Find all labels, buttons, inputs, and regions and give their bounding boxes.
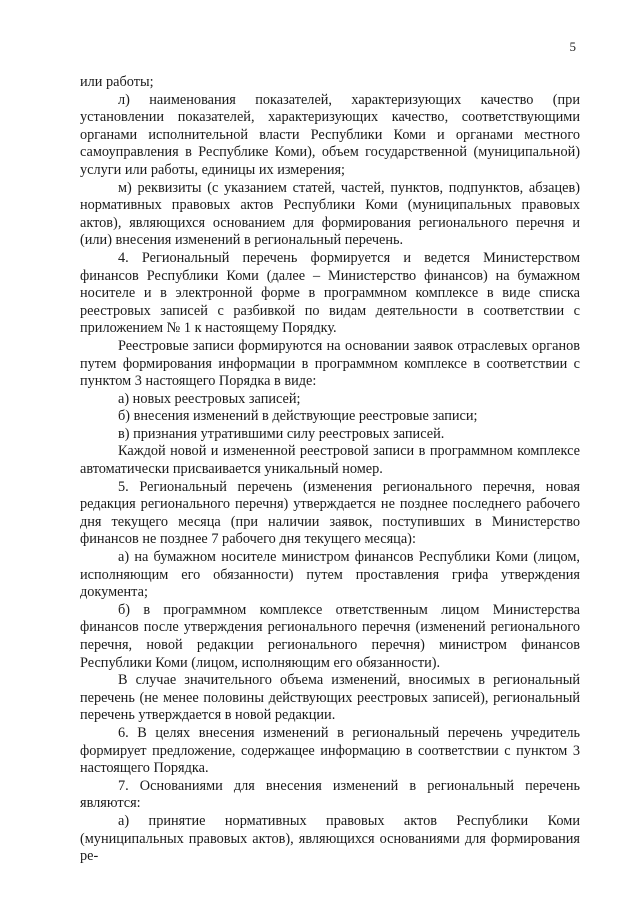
paragraph: В случае значительного объема изменений, вносимых в региональный перечень (не менее половины действующих реестровых записей), региональный перечень утверждается в новой редакции.: [80, 672, 580, 724]
paragraph: б) в программном комплексе ответственным лицом Министерства финансов после утверждения регионального перечня (изменений регионального перечня, новой редакции регионального перечня) министром финансов Республики Коми (лицом, исполняющим его обязанности).: [80, 601, 580, 671]
paragraph: м) реквизиты (с указанием статей, частей, пунктов, подпунктов, абзацев) нормативных правовых актов Республики Коми (муниципальных правовых актов), являющихся основанием для формирования регионального перечня и (или) внесения изменений в региональный перечень.: [80, 179, 580, 249]
paragraph: в) признания утратившими силу реестровых записей.: [118, 425, 445, 442]
paragraph: б) внесения изменений в действующие реестровые записи;: [118, 408, 478, 425]
paragraph: а) принятие нормативных правовых актов Республики Коми (муниципальных правовых актов), являющихся основаниями для формирования ре-: [80, 812, 580, 865]
paragraph: л) наименования показателей, характеризующих качество (при установлении показателей, характеризующих качество, соответствующими органами исполнительной власти Республики Коми и органами местного самоуправления в Республике Коми), объем государственной (муниципальной) услуги или работы, единицы их измерения;: [80, 91, 580, 178]
paragraph: 6. В целях внесения изменений в региональный перечень учредитель формирует предложение, содержащее информацию в соответствии с пунктом 3 настоящего Порядка.: [80, 724, 580, 777]
paragraph: 7. Основаниями для внесения изменений в региональный перечень являются:: [80, 777, 580, 812]
paragraph: Реестровые записи формируются на основании заявок отраслевых органов путем формирования информации в программном комплексе в соответствии с пунктом 3 настоящего Порядка в виде:: [80, 337, 580, 390]
paragraph: Каждой новой и измененной реестровой записи в программном комплексе автоматически присваивается уникальный номер.: [80, 443, 580, 478]
paragraph: или работы;: [80, 74, 154, 90]
paragraph: а) на бумажном носителе министром финансов Республики Коми (лицом, исполняющим его обязанности) путем проставления грифа утверждения документа;: [80, 549, 580, 601]
paragraph: а) новых реестровых записей;: [118, 390, 301, 407]
paragraph: 5. Региональный перечень (изменения регионального перечня, новая редакция регионального перечня) утверждается не позднее последнего рабочего дня текущего месяца (при наличии заявок, поступивших в Министерство финансов не позднее 7 рабочего дня текущего месяца):: [80, 478, 580, 548]
paragraph: 4. Региональный перечень формируется и ведется Министерством финансов Республики Коми (далее – Министерство финансов) на бумажном носителе и в электронной форме в программном комплексе в виде списка реестровых записей с разбивкой по видам деятельности в соответствии с приложением № 1 к настоящему Порядку.: [80, 249, 580, 337]
document-body: [80, 74, 580, 866]
page-number: 5: [569, 39, 576, 54]
